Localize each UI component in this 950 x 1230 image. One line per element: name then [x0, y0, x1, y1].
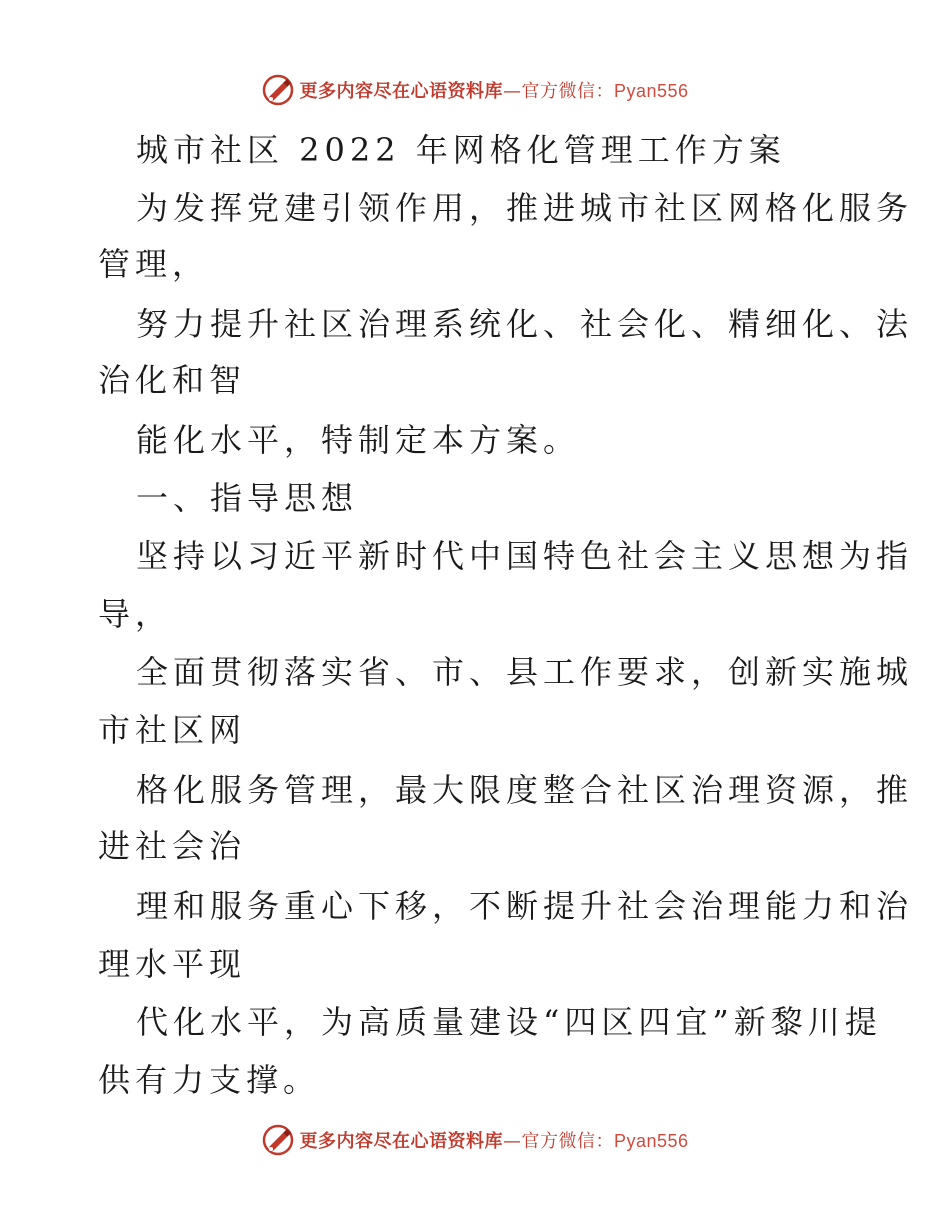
banner-text: [299, 77, 688, 103]
doc-title: 城市社区 2022 年网格化管理工作方案: [136, 131, 786, 169]
banner-dash: —: [502, 1131, 522, 1152]
doc-line: 理和服务重心下移，不断提升社会治理能力和治: [136, 887, 914, 925]
doc-line: 努力提升社区治理系统化、社会化、精细化、法: [136, 305, 914, 343]
doc-line: 格化服务管理，最大限度整合社区治理资源，推: [136, 771, 914, 809]
banner-wechat: Pyan556: [613, 1131, 689, 1151]
doc-line: 坚持以习近平新时代中国特色社会主义思想为指: [136, 537, 914, 575]
pen-logo-icon: [261, 73, 295, 107]
doc-line: 供有力支撑。: [98, 1061, 321, 1099]
doc-line: 导，: [98, 595, 173, 633]
doc-line: 理水平现: [98, 945, 247, 983]
doc-line: 管理，: [98, 245, 210, 283]
banner-main: 更多内容尽在心语资料库: [299, 81, 503, 102]
doc-line: 进社会治: [98, 827, 247, 865]
banner-sub: 官方微信：: [521, 81, 614, 102]
doc-line: 能化水平，特制定本方案。: [136, 421, 581, 459]
banner-dash: —: [502, 81, 522, 102]
banner-text: [299, 1127, 688, 1153]
pen-logo-icon: [261, 1123, 295, 1157]
footer-banner: [0, 1120, 950, 1160]
banner-wechat: Pyan556: [613, 81, 689, 101]
banner-sub: 官方微信：: [521, 1131, 614, 1152]
doc-line: 全面贯彻落实省、市、县工作要求，创新实施城: [136, 653, 914, 691]
doc-line: 代化水平，为高质量建设“四区四宜”新黎川提: [136, 1003, 882, 1041]
header-banner: [0, 70, 950, 110]
doc-line: 市社区网: [98, 711, 247, 749]
doc-line: 治化和智: [98, 361, 247, 399]
section-heading: 一、指导思想: [136, 479, 359, 517]
doc-line: 为发挥党建引领作用，推进城市社区网格化服务: [136, 189, 914, 227]
banner-main: 更多内容尽在心语资料库: [299, 1131, 503, 1152]
